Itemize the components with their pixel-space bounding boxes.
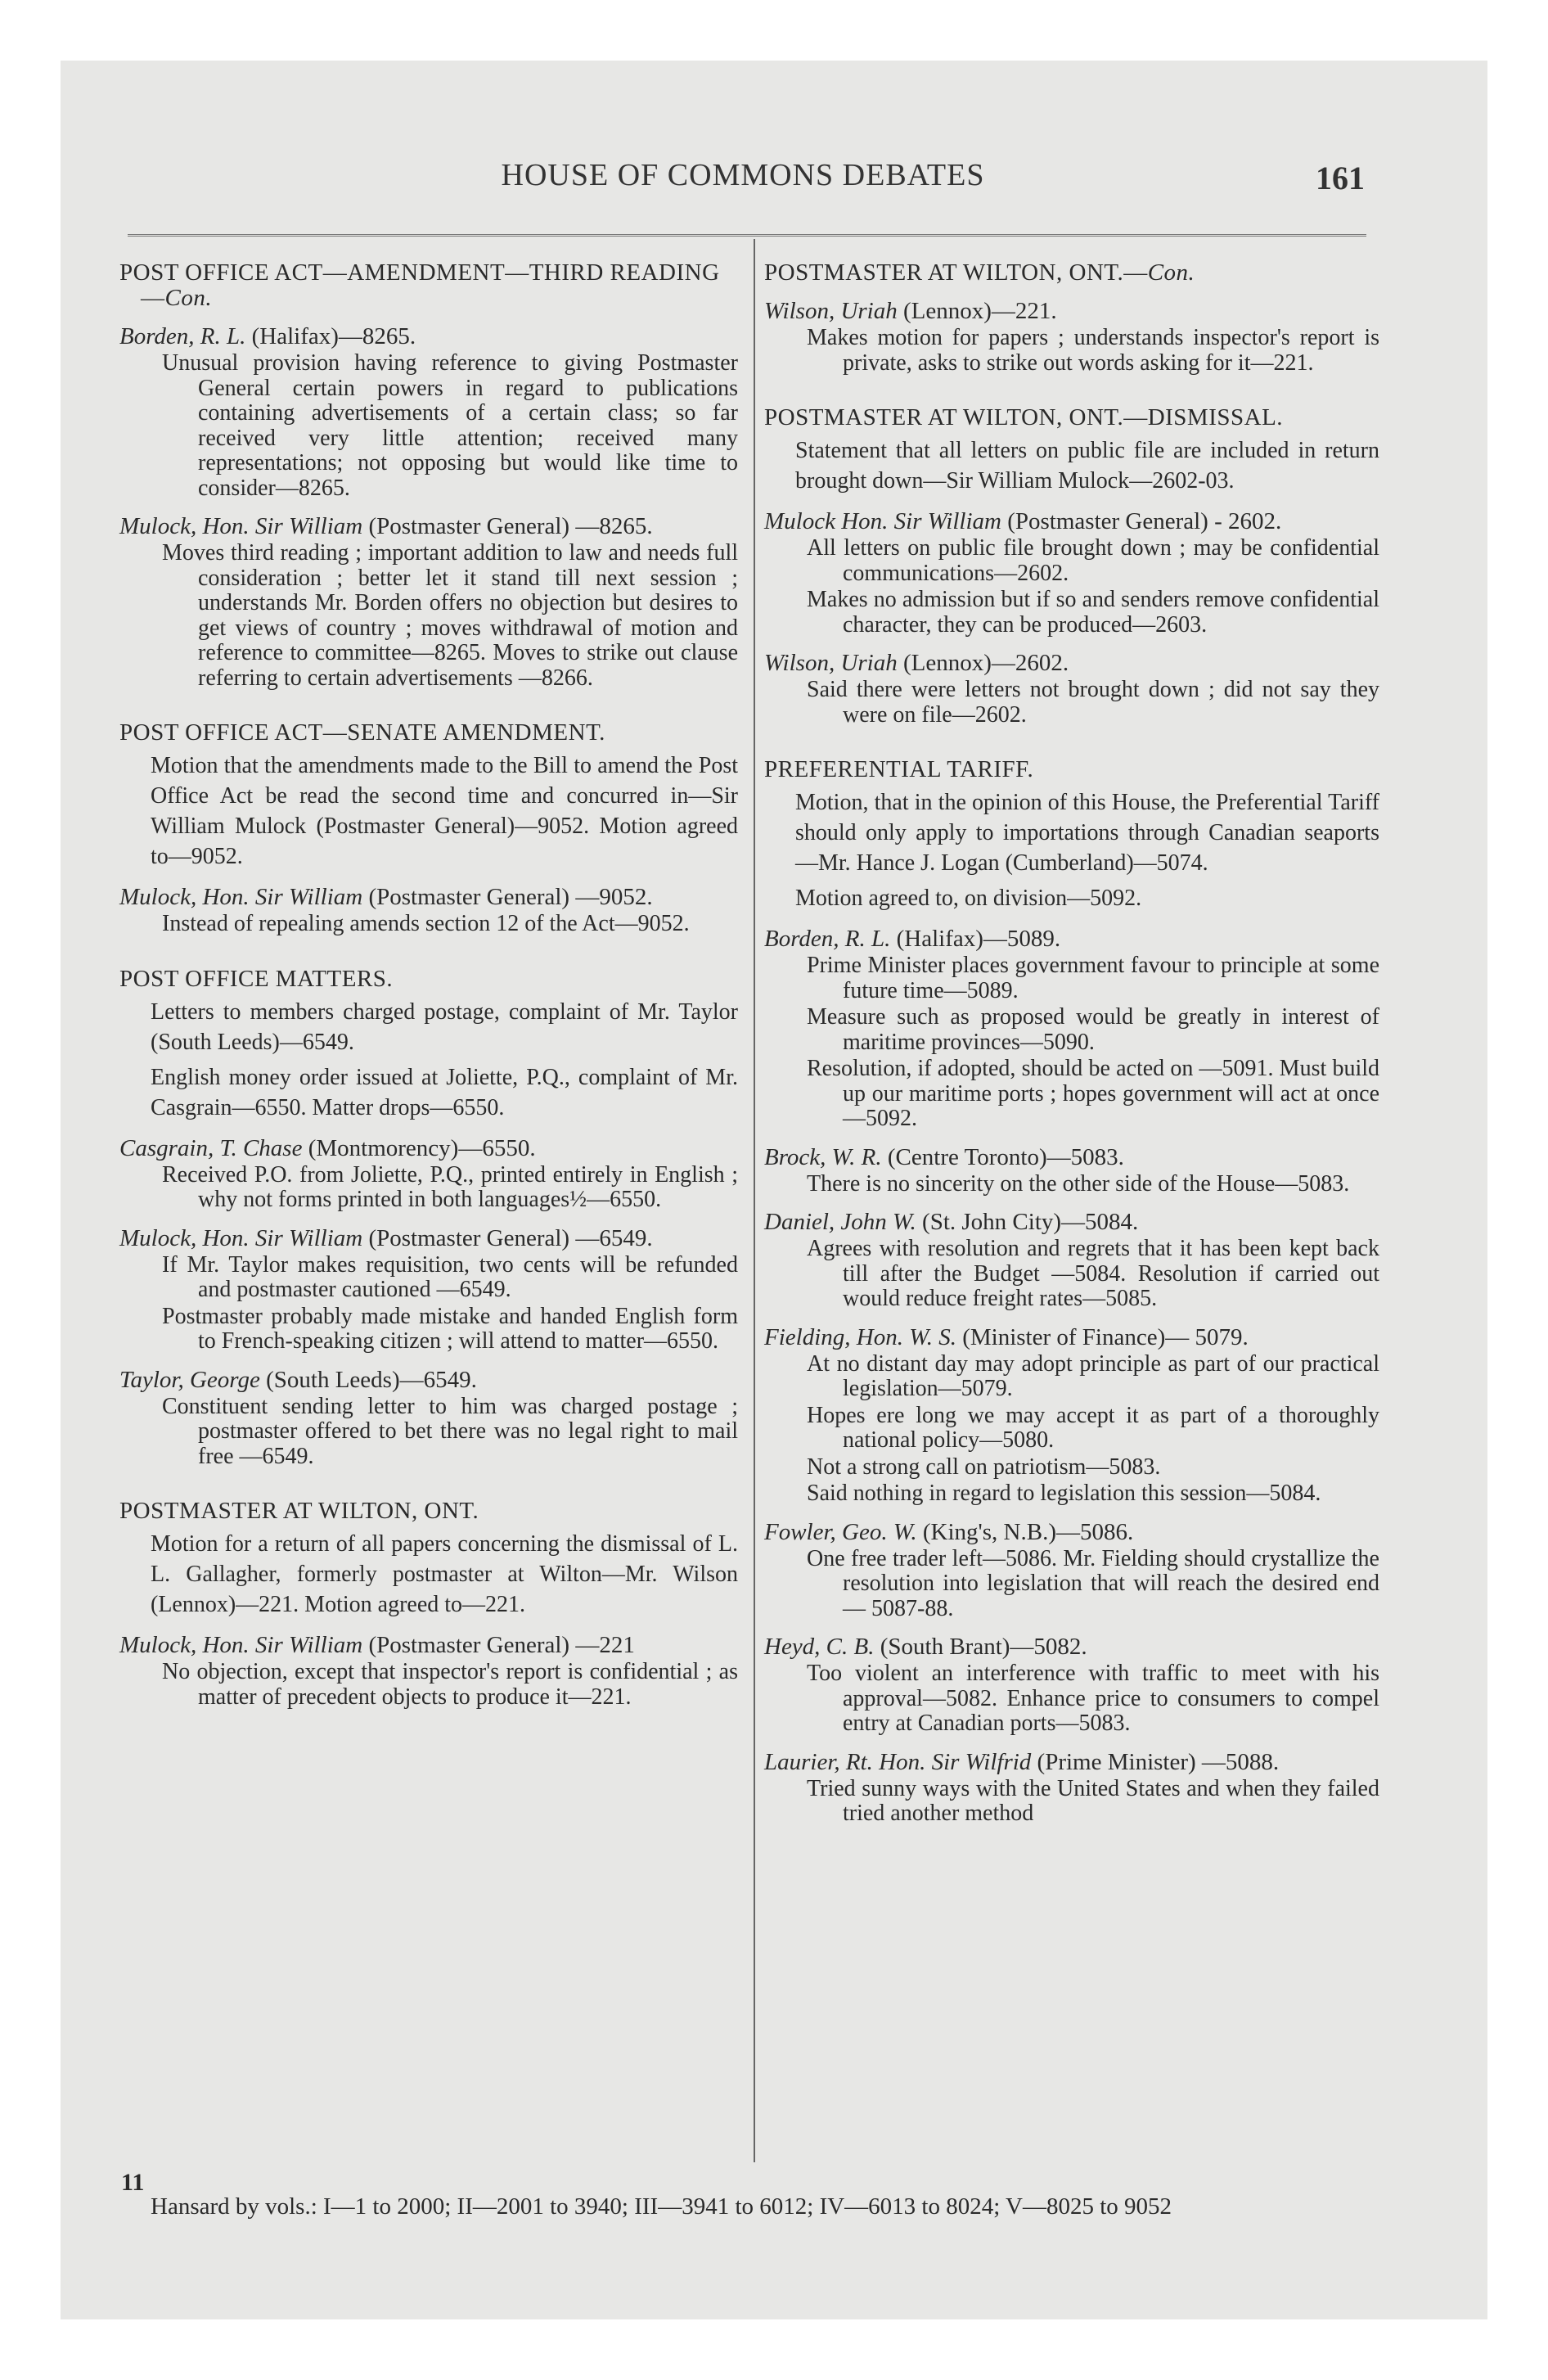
- summary-paragraph: At no distant day may adopt principle as part of our practical legislation—5079.: [807, 1350, 1379, 1401]
- speaker-riding: (St. John City)—5084.: [922, 1209, 1139, 1235]
- speaker-entry: [764, 926, 1379, 952]
- summary-paragraph: One free trader left—5086. Mr. Fielding should crystallize the resolution into legislation that will reach the desired end— 5087-88.: [807, 1545, 1379, 1621]
- speaker-name: Borden, R. L.: [119, 323, 246, 349]
- summary-paragraph: If Mr. Taylor makes requisition, two cents will be refunded and postmaster cautioned —6549.: [162, 1251, 738, 1302]
- speaker-name: Casgrain, T. Chase: [119, 1134, 303, 1161]
- running-title: HOUSE OF COMMONS DEBATES: [501, 158, 985, 192]
- speaker-riding: (Lennox)—221.: [903, 298, 1057, 324]
- speaker-riding: (Prime Minister) —5088.: [1037, 1748, 1280, 1775]
- section-heading: [764, 405, 1379, 430]
- motion-text: English money order issued at Joliette, P.Q., complaint of Mr. Casgrain—6550. Matter drops—6550.: [151, 1064, 738, 1120]
- speaker-name: Heyd, C. B.: [764, 1634, 875, 1660]
- motion-text: Motion, that in the opinion of this House, the Preferential Tariff should only apply to importations through Canadian seaports —Mr. Hance J. Logan (Cumberland)—5074.: [795, 790, 1379, 876]
- speaker-name: Wilson, Uriah: [764, 650, 898, 676]
- section-heading: [119, 260, 738, 311]
- speaker-riding: (Postmaster General) —9052.: [368, 884, 653, 910]
- speaker-riding: (South Leeds)—6549.: [266, 1366, 477, 1393]
- speaker-riding: (King's, N.B.)—5086.: [922, 1518, 1134, 1545]
- section-heading-text: POST OFFICE ACT—AMENDMENT—THIRD READING—: [119, 259, 720, 311]
- section-heading: [764, 260, 1379, 286]
- speaker-entry: [764, 1634, 1379, 1660]
- summary-paragraph: No objection, except that inspector's report is confidential ; as matter of precedent objects to produce it—221.: [162, 1659, 738, 1710]
- motion-text: Motion agreed to, on division—5092.: [795, 886, 1142, 911]
- section-heading: [119, 967, 738, 992]
- section-heading-text: POSTMASTER AT WILTON, ONT.—: [764, 259, 1148, 286]
- summary-paragraph: Unusual provision having reference to giving Postmaster General certain powers in regard to publications containing advertisements of a certain class; so far received very little attention; received many representations; not opposing but would like time to consider—8265.: [162, 350, 738, 501]
- speaker-riding: (Centre Toronto)—5083.: [887, 1143, 1124, 1170]
- speaker-name: Wilson, Uriah: [764, 298, 898, 324]
- summary-paragraph: Too violent an interference with traffic to meet with his approval—5082. Enhance price to consumers to compel entry at Canadian ports—5083.: [807, 1661, 1379, 1736]
- speaker-riding: (Halifax)—8265.: [251, 323, 416, 349]
- speaker-entry: [764, 1520, 1379, 1545]
- speaker-riding: (Postmaster General) —221: [368, 1632, 635, 1658]
- page-footer: [121, 2169, 1381, 2243]
- summary-paragraph: Not a strong call on patriotism—5083.: [807, 1454, 1161, 1480]
- section-heading-text: POSTMASTER AT WILTON, ONT.: [119, 1498, 479, 1524]
- summary-paragraph: Makes motion for papers ; understands inspector's report is private, asks to strike out words asking for it—221.: [807, 325, 1379, 376]
- section-heading-text: POSTMASTER AT WILTON, ONT.—DISMISSAL.: [764, 404, 1284, 430]
- motion-text: Motion for a return of all papers concerning the dismissal of L. L. Gallagher, formerly postmaster at Wilton—Mr. Wilson (Lennox)—221. Motion agreed to—221.: [151, 1531, 738, 1617]
- motion-text: Letters to members charged postage, complaint of Mr. Taylor (South Leeds)—6549.: [151, 998, 738, 1055]
- speaker-name: Mulock, Hon. Sir William: [119, 513, 363, 539]
- speaker-name: Brock, W. R.: [764, 1143, 882, 1170]
- speaker-riding: (South Brant)—5082.: [880, 1634, 1087, 1660]
- volume-key: Hansard by vols.: I—1 to 2000; II—2001 to 3940; III—3941 to 6012; IV—6013 to 8024; V—8025 to 9052: [151, 2193, 1172, 2220]
- header-rule: [128, 234, 1366, 237]
- summary-paragraph: Makes no admission but if so and senders remove confidential character, they can be produced—2603.: [807, 587, 1379, 638]
- section-heading: [764, 757, 1379, 782]
- page-header: [121, 157, 1365, 203]
- speaker-name: Mulock, Hon. Sir William: [119, 1632, 363, 1658]
- summary-paragraph: Said there were letters not brought down ; did not say they were on file—2602.: [807, 677, 1379, 728]
- speaker-name: Borden, R. L.: [764, 926, 891, 952]
- signature-mark: 11: [121, 2169, 145, 2196]
- speaker-riding: (Postmaster General) - 2602.: [1007, 508, 1282, 534]
- speaker-name: Laurier, Rt. Hon. Sir Wilfrid: [764, 1748, 1032, 1775]
- speaker-entry: [119, 1226, 738, 1251]
- speaker-entry: [764, 651, 1379, 676]
- summary-paragraph: Resolution, if adopted, should be acted on —5091. Must build up our maritime ports ; hopes government will act at once—5092.: [807, 1056, 1379, 1131]
- speaker-name: Fielding, Hon. W. S.: [764, 1323, 956, 1350]
- speaker-entry: [764, 509, 1379, 534]
- summary-paragraph: All letters on public file brought down ; may be confidential communications—2602.: [807, 535, 1379, 586]
- speaker-entry: [764, 1145, 1379, 1170]
- speaker-entry: [764, 1210, 1379, 1235]
- speaker-entry: [119, 1368, 738, 1393]
- summary-paragraph: There is no sincerity on the other side of the House—5083.: [807, 1170, 1350, 1197]
- summary-paragraph: Moves third reading ; important addition to law and needs full consideration ; better let it stand till next session ; understands Mr. Borden offers no objection but desires to get views of country ; moves withdrawal of motion and reference to committee—8265. Moves to strike out clause referring to certain advertisements —8266.: [162, 540, 738, 691]
- speaker-name: Mulock, Hon. Sir William: [119, 1224, 363, 1251]
- continued-marker: Con.: [164, 285, 213, 311]
- speaker-entry: [119, 324, 738, 349]
- summary-paragraph: Instead of repealing amends section 12 of the Act—9052.: [162, 911, 690, 936]
- speaker-entry: [764, 1750, 1379, 1775]
- continued-marker: Con.: [1147, 259, 1195, 286]
- section-heading-text: PREFERENTIAL TARIFF.: [764, 756, 1034, 782]
- section-heading-text: POST OFFICE ACT—SENATE AMENDMENT.: [119, 719, 605, 746]
- section-heading: [119, 720, 738, 746]
- speaker-entry: [119, 514, 738, 539]
- summary-paragraph: Said nothing in regard to legislation this session—5084.: [807, 1481, 1321, 1506]
- speaker-entry: [119, 1136, 738, 1161]
- speaker-entry: [764, 1325, 1379, 1350]
- column-divider: [754, 239, 755, 2162]
- right-column: [764, 260, 1379, 1827]
- section-heading-text: POST OFFICE MATTERS.: [119, 965, 394, 992]
- section-heading: [119, 1499, 738, 1524]
- speaker-name: Taylor, George: [119, 1366, 260, 1393]
- speaker-name: Fowler, Geo. W.: [764, 1518, 917, 1545]
- speaker-entry: [119, 1633, 738, 1658]
- speaker-riding: (Montmorency)—6550.: [308, 1134, 536, 1161]
- summary-paragraph: Hopes ere long we may accept it as part of a thoroughly national policy—5080.: [807, 1402, 1379, 1453]
- summary-paragraph: Measure such as proposed would be greatly in interest of maritime provinces—5090.: [807, 1004, 1379, 1055]
- summary-paragraph: Constituent sending letter to him was charged postage ; postmaster offered to bet there was no legal right to mail free —6549.: [162, 1393, 738, 1469]
- motion-text: Motion that the amendments made to the Bill to amend the Post Office Act be read the second time and concurred in—Sir William Mulock (Postmaster General)—9052. Motion agreed to—9052.: [151, 753, 738, 869]
- speaker-riding: (Halifax)—5089.: [896, 926, 1061, 952]
- page-number: 161: [1316, 160, 1365, 196]
- summary-paragraph: Prime Minister places government favour to principle at some future time—5089.: [807, 953, 1379, 1003]
- left-column: [119, 260, 738, 1710]
- summary-paragraph: Agrees with resolution and regrets that it has been kept back till after the Budget —5084. Resolution if carried out would reduce freight rates—5085.: [807, 1236, 1379, 1311]
- speaker-name: Daniel, John W.: [764, 1209, 916, 1235]
- speaker-name: Mulock Hon. Sir William: [764, 508, 1001, 534]
- speaker-entry: [119, 885, 738, 910]
- speaker-riding: (Lennox)—2602.: [903, 650, 1069, 676]
- summary-paragraph: Received P.O. from Joliette, P.Q., printed entirely in English ; why not forms printed in both languages½—6550.: [162, 1161, 738, 1212]
- speaker-riding: (Postmaster General) —6549.: [368, 1224, 653, 1251]
- speaker-riding: (Minister of Finance)— 5079.: [962, 1323, 1249, 1350]
- summary-paragraph: Postmaster probably made mistake and handed English form to French-speaking citizen ; will attend to matter—6550.: [162, 1303, 738, 1354]
- summary-paragraph: Tried sunny ways with the United States and when they failed tried another method: [807, 1775, 1379, 1826]
- speaker-riding: (Postmaster General) —8265.: [368, 513, 653, 539]
- motion-text: Statement that all letters on public file are included in return brought down—Sir William Mulock—2602-03.: [795, 438, 1379, 494]
- speaker-name: Mulock, Hon. Sir William: [119, 884, 363, 910]
- speaker-entry: [764, 299, 1379, 324]
